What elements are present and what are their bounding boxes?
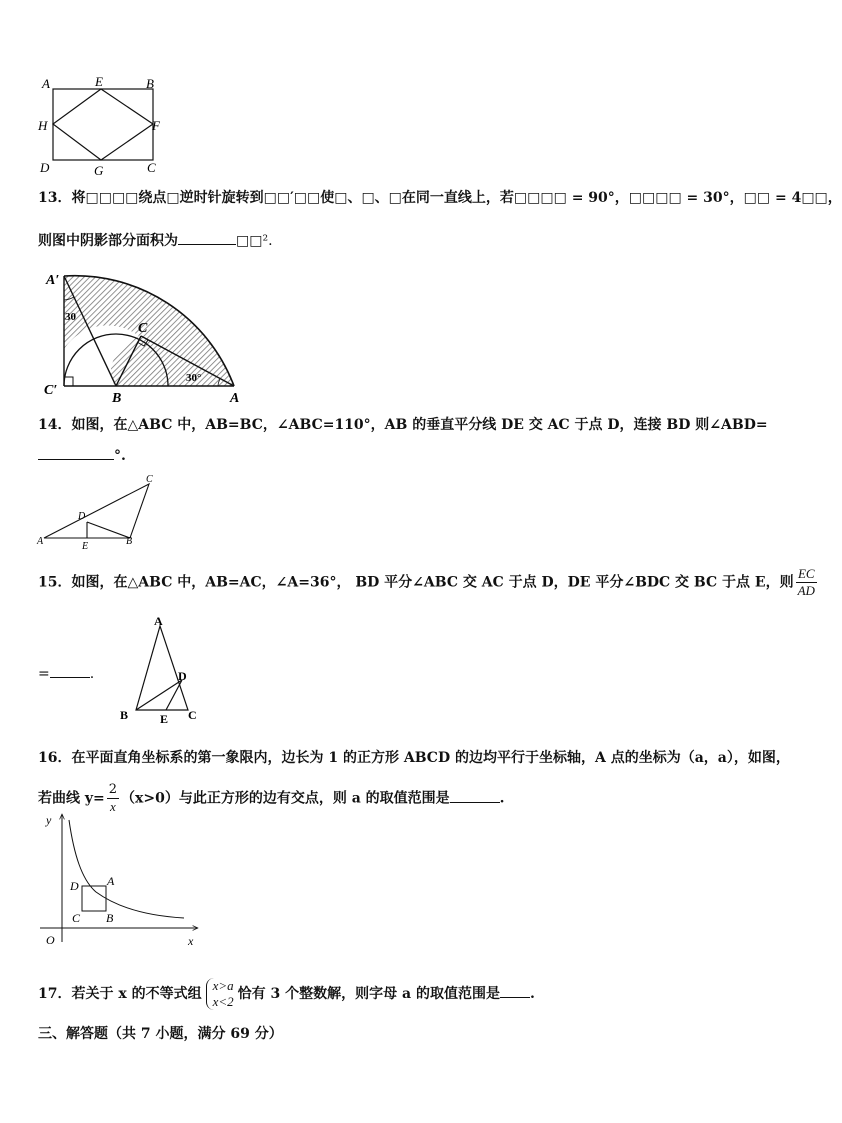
q17-suffix: . (529, 986, 535, 1002)
q13-text: 将□□□□绕点□逆时针旋转到□□′□□使□、□、□在同一直线上，若□□□□ = 90°，□□□□ = 30°，□□ = 4□□， (71, 190, 842, 206)
axis-x-label: x (188, 934, 194, 948)
q16-fraction: $\frac{2}{x}$ (108, 782, 118, 814)
q13-line2-text: 则图中阴影部分面积为 (38, 233, 178, 249)
q14-number: 14． (38, 417, 72, 433)
q13-unit: □□². (236, 233, 273, 249)
axis-y-label: y (46, 813, 52, 827)
figure-q16-hyperbola (38, 810, 203, 950)
section-3-heading (38, 1024, 283, 1044)
label-A: A (107, 874, 115, 888)
q16-suffix: . (499, 790, 505, 807)
label-D: D (78, 511, 86, 522)
figure-q15-triangle (114, 614, 212, 726)
q14-suffix: °. (114, 448, 126, 464)
label-D: D (70, 879, 79, 893)
label-D: D (178, 669, 187, 683)
question-15 (38, 566, 819, 599)
q16-text: 在平面直角坐标系的第一象限内，边长为 1 的正方形 ABCD 的边均平行于坐标轴，A 点的坐标为（a，a），如图， (71, 750, 790, 766)
label-A: A (42, 76, 50, 91)
label-C: C (72, 911, 81, 925)
question-13-line2 (38, 230, 273, 251)
q16-line2-pre: 若曲线 y= (38, 790, 105, 807)
figure-rect-rhombus (30, 72, 170, 178)
q16-answer-blank[interactable] (450, 788, 500, 803)
question-17 (38, 975, 535, 1013)
label-G: G (94, 163, 104, 178)
question-15-line2 (38, 663, 94, 684)
label-A: A (154, 614, 163, 628)
angle-30-bottom: 30° (186, 372, 202, 384)
q15-text: 如图，在△ABC 中，AB=AC，∠A=36°， BD 平分∠ABC 交 AC 于点 D，DE 平分∠BDC 交 BC 于点 E，则 (71, 574, 794, 591)
q17-pre: 若关于 x 的不等式组 (71, 986, 202, 1002)
label-B: B (106, 911, 114, 925)
q17-mid: 恰有 3 个整数解，则字母 a 的取值范围是 (237, 986, 500, 1002)
question-13 (38, 188, 842, 208)
q17-inequality-system: x>a x<2 (206, 978, 234, 1010)
label-E: E (95, 74, 103, 89)
q15-equals: = (38, 666, 50, 682)
q14-answer-blank[interactable] (38, 445, 114, 460)
q16-line2-mid: （x>0）与此正方形的边有交点，则 a 的取值范围是 (121, 790, 450, 807)
figure-q14-triangle (34, 472, 164, 552)
label-H: H (38, 118, 48, 133)
q15-fraction: $\frac{EC}{AD}$ (797, 566, 815, 598)
question-14 (38, 415, 768, 435)
q13-number: 13． (38, 190, 72, 206)
q17-number: 17． (38, 986, 72, 1002)
label-A: A (230, 391, 240, 406)
question-16 (38, 748, 790, 768)
label-B: B (112, 391, 122, 406)
label-A: A (37, 536, 44, 547)
label-E: E (82, 541, 89, 552)
label-F: F (152, 118, 160, 133)
label-B: B (126, 536, 133, 547)
q15-suffix: . (89, 666, 95, 682)
label-C: C (147, 160, 156, 175)
label-B: B (120, 708, 129, 722)
figure-q13-rotation (40, 264, 250, 404)
label-E: E (160, 712, 169, 726)
label-B: B (146, 76, 154, 91)
label-C: C (188, 708, 197, 722)
q16-number: 16． (38, 750, 72, 766)
q14-text: 如图，在△ABC 中，AB=BC，∠ABC=110°，AB 的垂直平分线 DE 交 AC 于点 D，连接 BD 则∠ABD= (71, 417, 768, 433)
section-3-title: 三、解答题（共 7 小题，满分 69 分） (38, 1026, 283, 1042)
label-C: C (146, 474, 153, 485)
label-A-prime: A′ (46, 273, 60, 288)
q17-answer-blank[interactable] (500, 983, 530, 998)
angle-30-top: 30 (65, 311, 76, 323)
q15-answer-blank[interactable] (50, 663, 90, 678)
label-D: D (40, 160, 50, 175)
label-C-prime: C′ (44, 383, 58, 398)
origin-label: O (46, 933, 55, 947)
q15-number: 15． (38, 574, 72, 591)
q13-answer-blank[interactable] (178, 230, 236, 245)
question-14-line2 (38, 445, 126, 466)
label-C: C (138, 321, 148, 336)
